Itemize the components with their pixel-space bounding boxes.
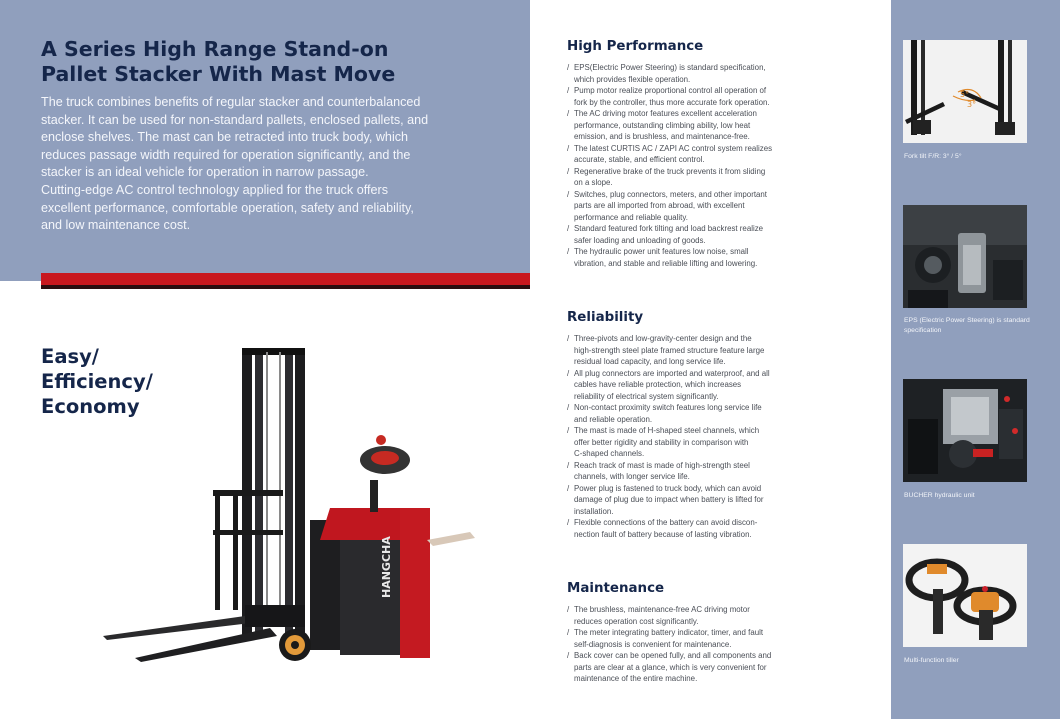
list-item bbox=[567, 223, 770, 246]
hero-description bbox=[41, 94, 429, 235]
list-line: parts are clear at a glance, which is very convenient for bbox=[574, 662, 767, 672]
feature-list bbox=[567, 333, 867, 540]
list-line: installation. bbox=[574, 506, 614, 516]
eps-photo bbox=[903, 205, 1027, 308]
section-title: Reliability bbox=[567, 310, 644, 325]
title-line: Pallet Stacker With Mast Move bbox=[41, 62, 396, 86]
list-line: / The meter integrating battery indicator, timer, and fault bbox=[574, 628, 764, 637]
description-line: stacker. It can be used for non-standard pallets, enclosed pallets, and bbox=[41, 112, 429, 127]
description-line: Cutting-edge AC control technology applied for the truck offers bbox=[41, 182, 388, 197]
section-reliability bbox=[567, 309, 867, 540]
list-item bbox=[567, 166, 770, 189]
list-line: / The latest CURTIS AC / ZAPI AC control system realizes bbox=[574, 143, 773, 153]
list-item bbox=[567, 402, 770, 425]
tiller-photo bbox=[903, 544, 1027, 647]
photo-caption bbox=[904, 316, 1034, 335]
list-line: / Standard featured fork tilting and load backrest realize bbox=[574, 224, 764, 233]
fork-left bbox=[103, 616, 251, 640]
section-high-performance bbox=[567, 38, 867, 269]
list-item bbox=[567, 85, 770, 108]
list-item bbox=[567, 333, 770, 368]
list-line: / Three-pivots and low-gravity-center design and the bbox=[574, 334, 752, 343]
hydraulic-unit-image bbox=[903, 379, 1027, 482]
wheel-center bbox=[291, 641, 299, 649]
list-line: reduces operation cost significantly. bbox=[574, 616, 699, 626]
list-line: cables have reliable protection, which increases bbox=[574, 380, 742, 389]
brand-logo: HANGCHA bbox=[380, 536, 393, 598]
description-line: stacker is an ideal vehicle for operation in narrow passage. bbox=[41, 165, 369, 180]
list-line: / Back cover can be opened fully, and all components and bbox=[574, 651, 772, 660]
tilt-angle-label: 3° bbox=[967, 100, 977, 109]
truck-body-side bbox=[340, 520, 410, 655]
list-item bbox=[567, 62, 770, 85]
list-line: damage of plug due to impact when battery is lifted for bbox=[574, 495, 764, 504]
list-line: / Non-contact proximity switch features long service life bbox=[574, 403, 762, 412]
list-line: / Switches, plug connectors, meters, and other important bbox=[574, 189, 767, 199]
caption-line: specification bbox=[904, 326, 942, 334]
list-item bbox=[567, 143, 773, 166]
list-line: nection fault of battery because of lasting vibration. bbox=[574, 529, 752, 539]
description-line: reduces passage width required for operation significantly, and the bbox=[41, 147, 411, 162]
caption-line: EPS (Electric Power Steering) is standard bbox=[904, 317, 1030, 324]
list-line: emission, and is brushless, and maintenance-free. bbox=[574, 132, 750, 141]
list-item bbox=[567, 604, 770, 627]
list-line: on a slope. bbox=[574, 178, 613, 187]
list-line: / The brushless, maintenance-free AC driving motor bbox=[574, 605, 750, 614]
list-line: fork by the controller, thus more accurate fork operation. bbox=[574, 97, 770, 107]
list-line: offer better rigidity and stability in comparison with bbox=[574, 437, 749, 447]
list-line: / Flexible connections of the battery can avoid discon- bbox=[574, 518, 758, 527]
list-line: reliability of electrical system significantly. bbox=[574, 391, 719, 401]
list-line: high-strength steel plate framed structure feature large bbox=[574, 345, 765, 355]
list-item bbox=[567, 483, 770, 518]
list-line: which provides flexible operation. bbox=[574, 74, 691, 84]
page-title bbox=[41, 37, 395, 87]
list-line: safer loading and unloading of goods. bbox=[574, 235, 706, 245]
tagline-line: Efficiency/ bbox=[41, 370, 153, 393]
backrest-top bbox=[213, 490, 283, 496]
section-title: High Performance bbox=[567, 39, 704, 54]
fork-carriage bbox=[245, 605, 305, 627]
list-item bbox=[567, 189, 770, 224]
title-line: A Series High Range Stand-on bbox=[41, 37, 389, 61]
list-line: residual load capacity, and long service life. bbox=[574, 357, 726, 366]
mast-rail-right bbox=[295, 348, 305, 633]
list-line: parts are all imported from abroad, with excellent bbox=[574, 201, 745, 210]
list-line: C-shaped channels. bbox=[574, 449, 645, 458]
fork-tilt-image bbox=[903, 40, 1027, 143]
photo-caption: Multi-function tiller bbox=[904, 657, 959, 664]
list-line: vibration, and stable and reliable lifting and lowering. bbox=[574, 258, 758, 268]
list-line: / Reach track of mast is made of high-strength steel bbox=[574, 460, 750, 470]
tagline-line: Easy/ bbox=[41, 345, 99, 368]
tiller-arm bbox=[370, 480, 378, 512]
backrest-post bbox=[233, 490, 238, 610]
list-line: / EPS(Electric Power Steering) is standard specification, bbox=[574, 63, 766, 72]
list-item bbox=[567, 108, 770, 143]
fork-tilt-photo bbox=[903, 40, 1027, 143]
photo-caption: BUCHER hydraulic unit bbox=[904, 492, 975, 499]
list-line: / The hydraulic power unit features low noise, small bbox=[574, 247, 749, 256]
operator-platform bbox=[427, 532, 475, 546]
list-line: / Power plug is fastened to truck body, which can avoid bbox=[574, 483, 762, 493]
eps-image bbox=[903, 205, 1027, 308]
description-line: and low maintenance cost. bbox=[41, 218, 191, 233]
photo-caption: Fork tilt F/R: 3° / 5° bbox=[904, 153, 962, 160]
list-item bbox=[567, 650, 770, 685]
list-line: performance and reliable quality. bbox=[574, 212, 688, 222]
backrest-bar bbox=[213, 530, 283, 535]
list-item bbox=[567, 368, 770, 403]
list-line: performance, outstanding climbing ability, low heat bbox=[574, 120, 751, 130]
feature-list bbox=[567, 604, 867, 685]
description-line: The truck combines benefits of regular stacker and counterbalanced bbox=[41, 95, 421, 109]
list-line: / The mast is made of H-shaped steel channels, which bbox=[574, 426, 760, 435]
list-line: and reliable operation. bbox=[574, 414, 653, 424]
list-item bbox=[567, 246, 770, 269]
backrest-post bbox=[215, 490, 220, 610]
description-line: excellent performance, comfortable operation, safety and reliability, bbox=[41, 200, 414, 215]
feature-list bbox=[567, 62, 867, 269]
list-item bbox=[567, 425, 770, 460]
mast-inner-right bbox=[285, 348, 293, 634]
section-title: Maintenance bbox=[567, 581, 665, 596]
hydraulic-unit-photo bbox=[903, 379, 1027, 482]
description-line: enclose shelves. The mast can be retracted into truck body, which bbox=[41, 130, 409, 145]
list-item bbox=[567, 517, 770, 540]
tagline-line: Economy bbox=[41, 395, 140, 418]
list-line: channels, with longer service life. bbox=[574, 472, 690, 481]
list-line: maintenance of the entire machine. bbox=[574, 674, 698, 683]
list-item bbox=[567, 627, 770, 650]
section-maintenance bbox=[567, 580, 867, 685]
tilt-angle-label: 5° bbox=[960, 90, 970, 99]
list-line: self-diagnosis is convenient for maintenance. bbox=[574, 639, 732, 649]
list-line: accurate, stable, and efficient control. bbox=[574, 155, 705, 164]
red-divider-stripe bbox=[41, 273, 530, 285]
red-side-panel bbox=[400, 508, 430, 658]
list-line: / All plug connectors are imported and waterproof, and all bbox=[574, 368, 770, 378]
list-line: / Pump motor realize proportional control all operation of bbox=[574, 86, 767, 95]
emergency-stop bbox=[376, 435, 386, 445]
dark-divider-stripe bbox=[41, 285, 530, 289]
list-line: / The AC driving motor features excellent acceleration bbox=[574, 109, 757, 118]
list-item bbox=[567, 460, 770, 483]
mast-top-bar bbox=[242, 348, 305, 355]
tiller-image bbox=[903, 544, 1027, 647]
tiller-control bbox=[371, 451, 399, 465]
pallet-stacker-illustration bbox=[95, 340, 525, 680]
list-line: / Regenerative brake of the truck prevents it from sliding bbox=[574, 166, 766, 176]
